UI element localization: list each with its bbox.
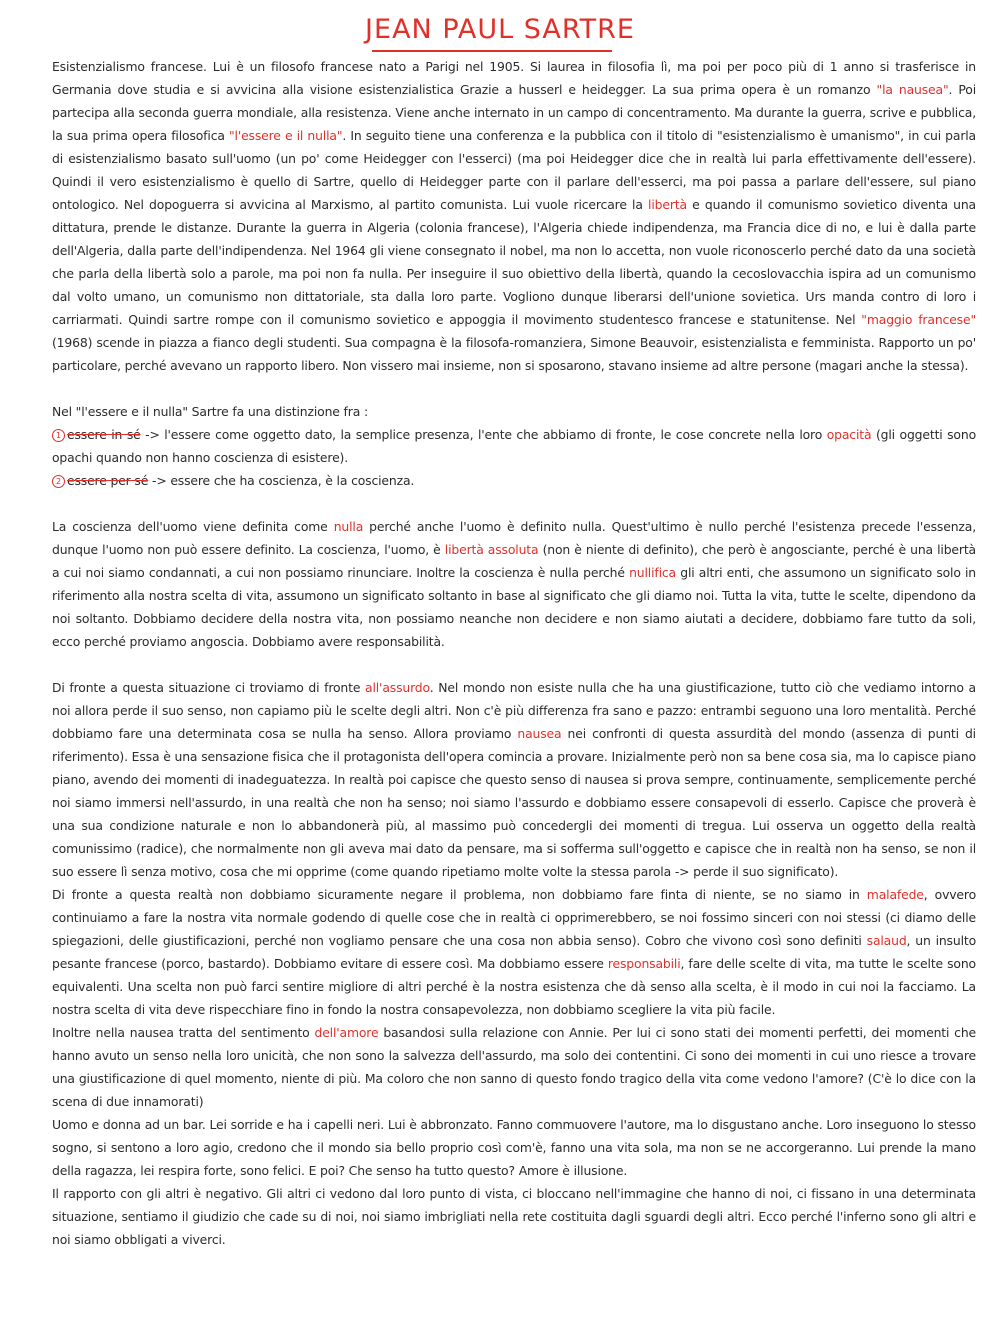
list-item-essere-in-se <box>52 423 976 469</box>
text-run: nei confronti di questa assurdità del mondo (assenza di punti di riferimento). Essa è una sensazione fisica che il protagonista dell'opera comincia a provare. Inizialmente però non sa bene cosa sia, ma lo capisce piano piano, avendo dei momenti di inadeguatezza. In realtà poi capisce che questo senso di nausea si prova sempre, continuamente, semplicemente perché noi siamo immersi nell'assurdo, in una realtà che non ha senso; noi siamo l'assurdo e dobbiamo essere consapevoli di esserlo. Capisce che proverà è una sua condizione naturale e non lo abbandonerà più, al massimo può concedergli dei momenti di tregua. Lui osserva un oggetto della realtà comunissimo (radice), che normalmente non gli aveva mai dato da pensare, ma si sofferma sull'oggetto e capisce che in realtà non ha senso, se non il suo essere lì senza motivo, cosa che mi opprime (come quando ripetiamo molte volte la stessa parola -> perde il suo significato). <box>52 726 976 879</box>
page-title: JEAN PAUL SARTRE <box>365 14 635 45</box>
highlight-term: "maggio francese" <box>861 312 976 327</box>
number-circle-icon: 1 <box>52 429 65 442</box>
text-run: perché anche l'uomo è definito nulla. Quest'ultimo è nullo perché l'esistenza precede l'essenza, dunque l'uomo non può essere definito. La coscienza, l'uomo, è <box>52 519 976 557</box>
highlight-term: "la nausea" <box>876 82 949 97</box>
highlight-term: malafede <box>866 887 924 902</box>
text-run: . Poi partecipa alla seconda guerra mondiale, alla resistenza. Viene anche internato in un campo di concentramento. Ma durante la guerra, scrive e pubblica, la sua prima opera filosofica <box>52 82 977 143</box>
struck-term: essere per sé <box>67 473 149 488</box>
text-run: (non è niente di definito), che però è angosciante, perché è una libertà a cui noi siamo condannati, a cui non possiamo rinunciare. Inoltre la coscienza è nulla perché <box>52 542 976 580</box>
number-circle-icon: 2 <box>52 475 65 488</box>
highlight-term: opacità <box>826 427 872 442</box>
paragraph-amore <box>52 1021 976 1113</box>
text-run: Esistenzialismo francese. Lui è un filosofo francese nato a Parigi nel 1905. Si laurea in filosofia lì, ma poi per poco più di 1 anno si trasferisce in Germania dove studia e si avvicina alla visione esistenzialistica Grazie a husserl e heidegger. La sua prima opera è un romanzo <box>52 59 976 97</box>
text-run: -> l'essere come oggetto dato, la semplice presenza, l'ente che abbiamo di fronte, le cose concrete nella loro <box>140 427 827 442</box>
text-run: . Nel mondo non esiste nulla che ha una giustificazione, tutto ciò che vediamo intorno a noi allora perde il suo senso, non capiamo più le scelte degli altri. Non c'è più differenza fra sano e pazzo: entrambi seguono una loro mentalità. Perché dobbiamo fare una determinata cosa se nulla ha senso. Allora proviamo <box>52 680 976 741</box>
highlight-term: salaud <box>866 933 907 948</box>
text-run: -> essere che ha coscienza, è la coscienza. <box>148 473 415 488</box>
highlight-term: nullifica <box>629 565 676 580</box>
paragraph-malafede <box>52 883 976 1021</box>
highlight-term: all'assurdo <box>365 680 430 695</box>
paragraph-coscienza <box>52 515 976 653</box>
highlight-term: nulla <box>333 519 364 534</box>
text-run: . In seguito tiene una conferenza e la pubblica con il titolo di "esistenzialismo è umanismo", in cui parla di esistenzialismo basato sull'uomo (un po' come Heidegger con l'esserci) (ma poi Heidegger dice che in realtà lui parla effettivamente dell'essere). Quindi il vero esistenzialismo è quello di Sartre, quello di Heidegger parte con il parlare dell'esserci, ma poi passa a parlare dell'essere, sul piano ontologico. Nel dopoguerra si avvicina al Marxismo, al partito comunista. Lui vuole ricercare la <box>52 128 977 212</box>
paragraph-distinction-intro: Nel "l'essere e il nulla" Sartre fa una distinzione fra : <box>52 404 368 419</box>
spacer <box>52 377 976 400</box>
highlight-term: "l'essere e il nulla" <box>228 128 343 143</box>
text-run: e quando il comunismo sovietico diventa una dittatura, prende le distanze. Durante la guerra in Algeria (colonia francese), l'Algeria chiede indipendenza, ma Francia dice di no, e lui è dalla parte dell'Algeria, dalla parte dell'indipendenza. Nel 1964 gli viene consegnato il nobel, ma non lo accetta, non vuole riconoscerlo perché dato da una società che parla della libertà solo a parole, ma poi non fa nulla. Per inseguire il suo obiettivo della libertà, quando la cecoslovacchia ispira ad un comunismo dal volto umano, un comunismo non dittatoriale, sta dalla loro parte. Vogliono dunque liberarsi dell'unione sovietica. Urs manda contro di loro i carriarmati. Quindi sartre rompe con il comunismo sovietico e appoggia il movimento studentesco francese e statunitense. Nel <box>52 197 976 327</box>
highlight-term: responsabili <box>607 956 681 971</box>
text-run: (1968) scende in piazza a fianco degli studenti. Sua compagna è la filosofa-romanziera, Simone Beauvoir, esistenzialista e femminista. Rapporto un po' particolare, perché avevano un rapporto libero. Non vissero mai insieme, non si sposarono, stavano insieme ad altre persone (magari anche la stessa). <box>52 335 976 373</box>
highlight-term: libertà assoluta <box>444 542 539 557</box>
text-run: , ovvero continuiamo a fare la nostra vita normale godendo di quelle cose che in realtà ci opprimerebbero, se noi fossimo sinceri con noi stessi (ci diamo delle spiegazioni, delle giustificazioni, perché non vogliamo pensare che una cosa non abbia senso). Cobro che vivono così sono definiti <box>52 887 977 948</box>
spacer <box>52 653 976 676</box>
text-run: gli altri enti, che assumono un significato solo in riferimento alla nostra scelta di vita, assumono un significato soltanto in base al significato che gli diamo noi. Tutta la vita, tutte le scelte, dipendono da noi soltanto. Dobbiamo decidere della nostra vita, non possiamo neanche non decidere e non siamo aiutati a decidere, dobbiamo fare tutto da soli, ecco perché proviamo angoscia. Dobbiamo avere responsabilità. <box>52 565 977 649</box>
struck-term: essere in sé <box>67 427 141 442</box>
text-run: Inoltre nella nausea tratta del sentimento <box>52 1025 315 1040</box>
text-run: , un insulto pesante francese (porco, bastardo). Dobbiamo evitare di essere così. Ma dobbiamo essere <box>52 933 977 971</box>
text-run: , fare delle scelte di vita, ma tutte le scelte sono equivalenti. Una scelta non può farci sentire migliore di altri perché è la nostra esistenza che dà senso alla scelta, è il modo in cui noi la facciamo. La nostra scelta di vita deve rispecchiare fino in fondo la nostra consapevolezza, non dobbiamo scegliere la vita più facile. <box>52 956 976 1017</box>
highlight-term: libertà <box>648 197 687 212</box>
highlight-term: nausea <box>517 726 562 741</box>
paragraph-innamorati: Uomo e donna ad un bar. Lei sorride e ha i capelli neri. Lui è abbronzato. Fanno commuovere l'autore, ma lo disgustano anche. Loro inseguono lo stesso sogno, si sentono a loro agio, credono che il mondo sia bello proprio così com'è, fanno una vita sola, ma non se ne accorgeranno. Lui prende la mano della ragazza, lei respira forte, sono felici. E poi? Che senso ha tutto questo? Amore è illusione. <box>52 1117 976 1178</box>
paragraph-altri: Il rapporto con gli altri è negativo. Gli altri ci vedono dal loro punto di vista, ci bloccano nell'immagine che hanno di noi, ci fissano in una determinata situazione, sentiamo il giudizio che cade su di noi, noi siamo imbrigliati nella rete costituita dagli sguardi degli altri. Ecco perché l'inferno sono gli altri e noi siamo obbligati a viverci. <box>52 1186 976 1247</box>
notes-body <box>52 55 976 1251</box>
text-run: (gli oggetti sono opachi quando non hanno coscienza di esistere). <box>52 427 976 465</box>
text-run: basandosi sulla relazione con Annie. Per lui ci sono stati dei momenti perfetti, dei momenti che hanno avuto un senso nella loro unicità, che non sono la salvezza dell'assurdo, ma solo dei contentini. Ci sono dei momenti in cui uno riesce a trovare una giustificazione di quel momento, niente di più. Ma coloro che non sanno di questo fondo tragico della vita come vedono l'amore? (C'è lo dice con la scena di due innamorati) <box>52 1025 976 1109</box>
paragraph-assurdo <box>52 676 976 883</box>
text-run: Di fronte a questa realtà non dobbiamo sicuramente negare il problema, non dobbiamo fare finta di niente, se no siamo in <box>52 887 867 902</box>
title-underline <box>372 50 612 52</box>
text-run: Di fronte a questa situazione ci troviamo di fronte <box>52 680 366 695</box>
paragraph-biography <box>52 55 976 377</box>
highlight-term: dell'amore <box>314 1025 379 1040</box>
spacer <box>52 492 976 515</box>
text-run: La coscienza dell'uomo viene definita come <box>52 519 334 534</box>
list-item-essere-per-se <box>52 469 976 492</box>
